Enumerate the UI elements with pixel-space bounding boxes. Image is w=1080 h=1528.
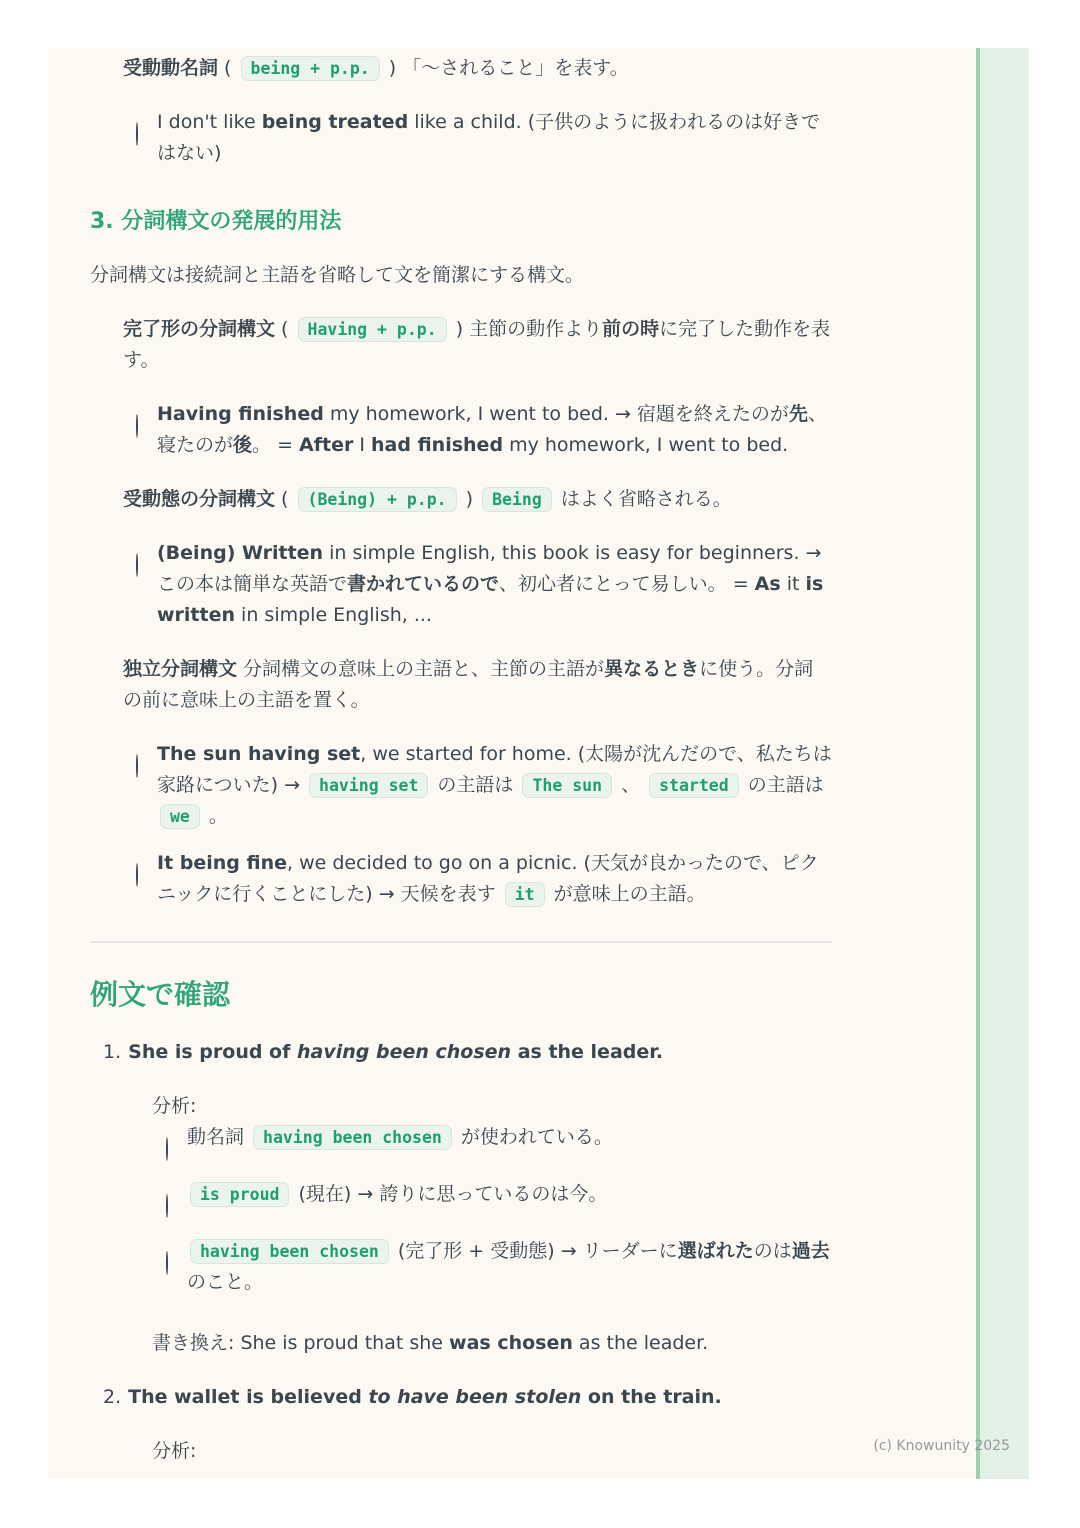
text-run: ( <box>218 57 238 79</box>
text-run: が意味上の主語。 <box>547 883 706 905</box>
text-run: 、 <box>615 774 647 796</box>
text-run: 書き換え: She is proud that she <box>152 1332 450 1354</box>
text-run: as the leader. <box>572 1332 709 1354</box>
numbered-item-1 <box>103 1037 832 1068</box>
analysis-point <box>166 1236 832 1298</box>
text-run: Having finished <box>157 403 324 425</box>
list-item-example <box>136 399 832 461</box>
code-chip: is proud <box>190 1182 289 1207</box>
bullet-icon <box>131 1436 152 1448</box>
code-chip: having been chosen <box>253 1125 452 1150</box>
code-chip: we <box>160 804 200 829</box>
list-item-text <box>123 484 832 515</box>
copyright-watermark: (c) Knowunity 2025 <box>873 1438 1010 1454</box>
text-run: 、初心者にとって易しい。 = <box>499 573 755 595</box>
text-run: (現在) → 誇りに思っているのは今。 <box>292 1183 608 1205</box>
text-run: に使う。分詞の前に意味上の主語を置く。 <box>123 658 814 711</box>
list-item-perfect-participle <box>102 314 832 376</box>
text-run: 。 = <box>252 434 300 456</box>
circle-bullet-icon <box>136 399 157 442</box>
text-run: 過去 <box>791 1240 830 1262</box>
text-run: being treated <box>261 111 409 133</box>
text-run: 、寝たのが <box>157 403 827 456</box>
text-run: I don't like <box>157 111 262 133</box>
circle-bullet-icon <box>166 1179 187 1222</box>
code-chip: having been chosen <box>190 1239 389 1264</box>
code-chip: started <box>649 773 739 798</box>
text-run: ( <box>275 318 295 340</box>
item-number: 1. <box>103 1041 122 1063</box>
text-run: is written <box>157 573 824 626</box>
text-run: の主語は <box>741 774 824 796</box>
text-run: After <box>299 434 354 456</box>
code-chip: Being <box>482 487 552 512</box>
list-item-text <box>157 538 832 631</box>
list-item-independent-participle <box>102 654 832 716</box>
circle-bullet-icon <box>166 1122 187 1165</box>
item-number: 2. <box>103 1386 122 1408</box>
text-run: のは <box>753 1240 792 1262</box>
rewrite-item <box>131 1328 832 1359</box>
content-card <box>48 48 976 1479</box>
list-item-example <box>136 739 832 832</box>
page-edge-strip <box>976 48 1029 1479</box>
list-item-text <box>187 1236 832 1298</box>
bullet-icon <box>102 654 123 666</box>
text-run: (完了形 + 受動態) → リーダーに <box>391 1240 678 1262</box>
text-run: (Being) Written <box>157 542 324 564</box>
text-run: She is proud of <box>128 1041 297 1063</box>
example-sentence <box>128 1037 832 1068</box>
circle-bullet-icon <box>136 848 157 891</box>
list-item-passive-gerund <box>102 53 832 84</box>
list-item-example <box>136 848 832 910</box>
text-run: The sun having set <box>157 743 361 765</box>
list-item-text <box>187 1179 832 1210</box>
text-run: my homework, I went to bed. <box>503 434 789 456</box>
code-chip: Having + p.p. <box>298 317 447 342</box>
text-run: はよく省略される。 <box>554 488 732 510</box>
text-run: 完了形の分詞構文 <box>123 318 276 340</box>
bullet-icon <box>131 1091 152 1103</box>
section-divider <box>90 941 832 943</box>
text-run: 。 <box>202 805 228 827</box>
text-run: 書かれているので <box>347 573 500 595</box>
circle-bullet-icon <box>136 739 157 782</box>
text-run: が使われている。 <box>454 1126 613 1148</box>
list-item-example <box>136 538 832 631</box>
text-run: in simple English, ... <box>235 604 432 626</box>
text-run: ( <box>275 488 295 510</box>
bullet-icon <box>131 1328 152 1340</box>
analysis-point <box>166 1179 832 1222</box>
list-item-text <box>187 1122 832 1153</box>
example-sentence <box>128 1382 832 1413</box>
text-run: , we started for home. (太陽が沈んだので、私たちは家路についた) → <box>157 743 832 796</box>
text-run: was chosen <box>449 1332 573 1354</box>
bullet-icon <box>102 53 123 65</box>
text-run: 前の時 <box>602 318 660 340</box>
list-item-text <box>152 1328 832 1359</box>
text-run: like a child. (子供のように扱われるのは好きではない) <box>157 111 821 164</box>
text-run: to have been stolen <box>368 1386 582 1408</box>
text-run: ) 「〜されること」を表す。 <box>382 57 629 79</box>
code-chip: being + p.p. <box>241 56 380 81</box>
text-run: ) <box>459 488 480 510</box>
list-item-text <box>123 314 832 376</box>
list-item-passive-participle <box>102 484 832 515</box>
list-item-example <box>136 107 832 169</box>
list-item-text <box>157 399 832 461</box>
text-run: 分析: <box>152 1440 197 1462</box>
text-run: 分析: <box>152 1095 197 1117</box>
list-item-text <box>152 1436 832 1467</box>
analysis-point <box>166 1122 832 1165</box>
text-run: I <box>353 434 372 456</box>
list-item-text <box>123 654 832 716</box>
text-run: , we decided to go on a picnic. (天気が良かったので、ピクニックに行くことにした) → 天候を表す <box>157 852 819 905</box>
text-run: As <box>754 573 781 595</box>
list-item-text <box>157 107 832 169</box>
text-run: ) 主節の動作より <box>449 318 603 340</box>
code-chip: (Being) + p.p. <box>298 487 457 512</box>
section-heading: 例文で確認 <box>90 978 231 1011</box>
text-run: It being fine <box>157 852 288 874</box>
circle-bullet-icon <box>136 107 157 150</box>
numbered-item-2 <box>103 1382 832 1413</box>
text-run: 動名詞 <box>187 1126 251 1148</box>
list-item-text <box>152 1091 832 1122</box>
text-run: as the leader. <box>511 1041 664 1063</box>
intro-paragraph: 分詞構文は接続詞と主語を省略して文を簡潔にする構文。 <box>90 264 585 286</box>
text-run: in simple English, this book is easy for beginners. → この本は簡単な英語で <box>157 542 822 595</box>
text-run: のこと。 <box>187 1271 264 1293</box>
document-content <box>90 48 832 1467</box>
text-run: 異なるとき <box>604 658 700 680</box>
analysis-label-item <box>131 1091 832 1122</box>
code-chip: it <box>505 882 545 907</box>
text-run: had finished <box>371 434 504 456</box>
text-run: The wallet is believed <box>128 1386 369 1408</box>
text-run: 受動動名詞 <box>123 57 219 79</box>
text-run: on the train. <box>581 1386 722 1408</box>
text-run: 先 <box>788 403 808 425</box>
text-run: に完了した動作を表す。 <box>123 318 831 371</box>
text-run: my homework, I went to bed. → 宿題を終えたのが <box>323 403 789 425</box>
list-item-text <box>157 848 832 910</box>
text-run: 受動態の分詞構文 <box>123 488 276 510</box>
text-run: 分詞構文の意味上の主語と、主節の主語が <box>237 658 605 680</box>
text-run: 後 <box>233 434 253 456</box>
subsection-heading: 3. 分詞構文の発展的用法 <box>90 209 342 234</box>
list-item-text <box>157 739 832 832</box>
list-item-text <box>123 53 832 84</box>
text-run: having been chosen <box>297 1041 512 1063</box>
code-chip: The sun <box>522 773 612 798</box>
circle-bullet-icon <box>136 538 157 581</box>
code-chip: having set <box>309 773 428 798</box>
analysis-label-item <box>131 1436 832 1467</box>
circle-bullet-icon <box>166 1236 187 1279</box>
bullet-icon <box>102 314 123 326</box>
text-run: 選ばれた <box>677 1240 754 1262</box>
text-run: 独立分詞構文 <box>123 658 238 680</box>
text-run: it <box>780 573 806 595</box>
bullet-icon <box>102 484 123 496</box>
text-run: の主語は <box>431 774 520 796</box>
